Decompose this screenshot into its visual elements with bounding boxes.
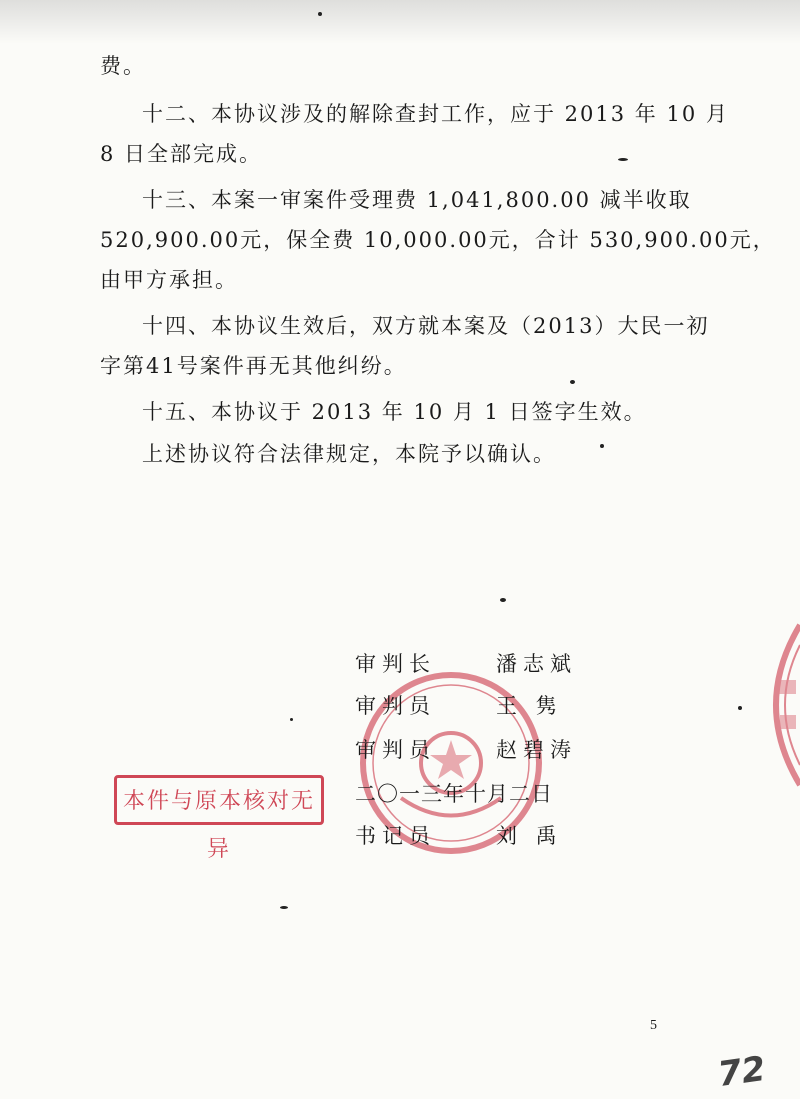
- signature-role: 审判员: [355, 694, 436, 718]
- signature-name: 赵碧涛: [496, 738, 577, 762]
- court-confirmation: 上述协议符合法律规定，本院予以确认。: [142, 442, 556, 466]
- scan-speck: [500, 598, 506, 602]
- signature-role: 审判员: [355, 738, 436, 762]
- scan-speck: [570, 380, 575, 384]
- clause-14: 十四、本协议生效后，双方就本案及（2013）大民一初: [142, 314, 710, 338]
- clause-13-cont: 520,900.00元，保全费 10,000.00元，合计 530,900.00元，: [100, 228, 776, 252]
- clause-13-cont-2: 由甲方承担。: [100, 268, 238, 292]
- scan-speck: [290, 718, 293, 721]
- scan-speck: [600, 444, 604, 448]
- clause-13: 十三、本案一审案件受理费 1,041,800.00 减半收取: [142, 188, 692, 212]
- handwritten-page-count: 72: [715, 1048, 768, 1096]
- scan-speck: [618, 158, 628, 161]
- clause-12: 十二、本协议涉及的解除查封工作，应于 2013 年 10 月: [142, 102, 729, 126]
- signature-role: 书记员: [355, 824, 436, 848]
- scan-speck: [318, 12, 322, 16]
- partial-seal: [752, 620, 800, 790]
- scan-shadow: [0, 0, 800, 44]
- scan-speck: [738, 706, 742, 710]
- page-number: 5: [650, 1018, 657, 1033]
- verification-stamp: 本件与原本核对无异: [114, 775, 324, 825]
- judgment-date: 二〇一三年十月二日: [355, 782, 553, 806]
- clause-14-cont: 字第41号案件再无其他纠纷。: [100, 354, 407, 378]
- signature-name: 王 隽: [496, 694, 563, 718]
- scan-speck: [280, 906, 288, 909]
- signature-role: 审判长: [355, 652, 436, 676]
- body-line: 费。: [100, 54, 146, 78]
- signature-name: 刘 禹: [496, 824, 563, 848]
- clause-12-cont: 8 日全部完成。: [100, 142, 263, 166]
- clause-15: 十五、本协议于 2013 年 10 月 1 日签字生效。: [142, 400, 647, 424]
- signature-name: 潘志斌: [496, 652, 577, 676]
